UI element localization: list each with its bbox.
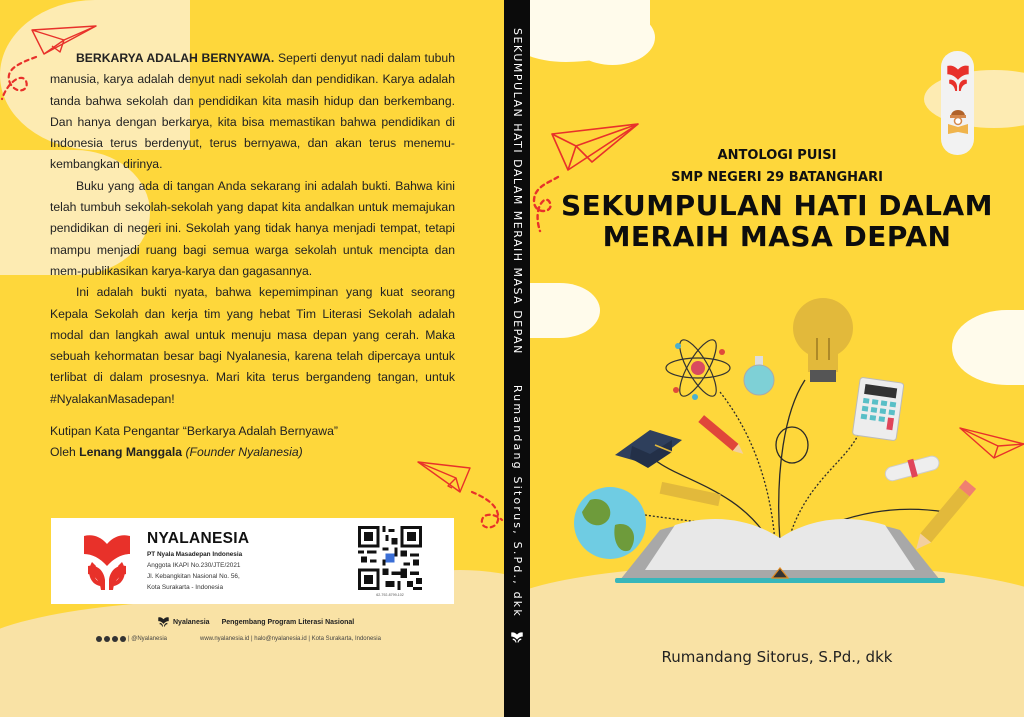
youtube-icon[interactable] xyxy=(112,636,118,642)
book-title xyxy=(530,190,1024,252)
nyalanesia-logo-icon xyxy=(84,532,130,592)
reading-child-icon xyxy=(947,105,969,135)
quote-author-role: (Founder Nyalanesia) xyxy=(182,445,303,460)
flask-icon xyxy=(744,356,774,395)
quote-author-line xyxy=(50,442,455,463)
back-cover-blurb xyxy=(50,48,455,410)
publisher-company: PT Nyala Masadepan Indonesia xyxy=(147,551,243,558)
front-cover xyxy=(530,0,1024,717)
spine-title: SEKUMPULAN HATI DALAM MERAIH MASA DEPAN xyxy=(511,28,524,355)
footer-brand-name: Nyalanesia xyxy=(173,618,210,626)
book-spine xyxy=(504,0,530,717)
book-title-line1: SEKUMPULAN HATI DALAM xyxy=(560,189,994,222)
globe-icon xyxy=(574,487,646,559)
quote-attribution xyxy=(50,421,455,464)
quote-author-name: Lenang Manggala xyxy=(79,445,183,460)
dashed-trail-icon xyxy=(470,490,504,534)
publisher-member: Anggota IKAPI No.230/JTE/2021 xyxy=(147,562,241,569)
pencil-icon xyxy=(911,480,976,554)
qr-caption: 62-792-8799-102 xyxy=(376,593,404,597)
spine-author: Rumandang Sitorus, S.Pd., dkk xyxy=(511,384,524,618)
nyalanesia-small-logo-icon xyxy=(158,617,169,627)
ruler-icon xyxy=(660,482,721,506)
graduation-cap-icon xyxy=(615,430,682,468)
footer-social xyxy=(96,636,167,642)
quote-by: Oleh xyxy=(50,445,80,460)
atom-icon xyxy=(666,335,730,400)
nyalanesia-logo-icon xyxy=(947,65,969,91)
blurb-text: Buku yang ada di tangan Anda sekarang ini adalah bukti. Bahwa kini telah tumbuh sekolah-sekolah yang dapat kita andalkan untuk memajukan pendidikan di negeri ini. Sekolah yang tidak hanya menjadi tempat, tetapi mampu menjadi ruang bagi semua warga sekolah untuk mencipta dan mem-publikasikan karya-karya dan gagasannya. xyxy=(50,178,455,278)
social-handle[interactable]: | @Nyalanesia xyxy=(128,636,167,642)
footer-brand xyxy=(158,617,354,627)
blurb-lead: BERKARYA ADALAH BERNYAWA. xyxy=(76,51,275,65)
publisher-city: Kota Surakarta - Indonesia xyxy=(147,584,224,591)
calculator-icon xyxy=(852,377,904,441)
tiktok-icon[interactable] xyxy=(120,636,126,642)
paper-plane-icon xyxy=(416,460,472,496)
open-book-icon xyxy=(615,519,945,583)
publisher-badge xyxy=(941,51,974,155)
blurb-text: Ini adalah bukti nyata, bahwa kepemimpinan yang kuat seorang Kepala Sekolah dan kerja tim yang hebat Tim Literasi Sekolah adalah modal dan langkah awal untuk menuju masa depan yang cerah. Maka sebuah kehormatan besar bagi Nyalanesia, karena telah dipercaya untuk terlibat di dalam prosesnya. Mari kita terus bergandeng tangan, untuk #NyalakanMasadepan! xyxy=(50,285,455,406)
quote-source: Kutipan Kata Pengantar “Berkarya Adalah Bernyawa” xyxy=(50,424,338,438)
spine-text xyxy=(511,28,524,618)
cloud-decoration xyxy=(570,10,655,65)
dashed-trail-icon xyxy=(0,55,40,105)
blurb-paragraph xyxy=(50,176,455,282)
blurb-text: Seperti denyut nadi dalam tubuh manusia, karya adalah denyut nadi sekolah dan pendidikan. Karya adalah tanda bahwa sekolah dan pendidikan kita masih hidup dan berkembang. Dan hanya dengan berkarya, kita bisa memastikan bahwa pendidikan di Indonesia terus berdenyut, terus bernyawa, dan akan terus menemu-kembangkan dirinya. xyxy=(50,51,455,172)
footer-tagline: Pengembang Program Literasi Nasional xyxy=(221,618,355,626)
education-illustration xyxy=(560,280,1000,600)
qr-code[interactable] xyxy=(357,526,423,590)
facebook-icon[interactable] xyxy=(104,636,110,642)
back-cover xyxy=(0,0,504,717)
series-label: ANTOLOGI PUISI xyxy=(717,148,837,163)
school-name: SMP NEGERI 29 BATANGHARI xyxy=(671,170,883,185)
paper-plane-icon xyxy=(550,122,642,172)
author-name: Rumandang Sitorus, S.Pd., dkk xyxy=(661,648,893,666)
pencil-icon xyxy=(698,415,746,457)
instagram-icon[interactable] xyxy=(96,636,102,642)
publisher-address: Jl. Kebangkitan Nasional No. 56, xyxy=(147,573,240,580)
lightbulb-icon xyxy=(793,298,853,382)
book-title-line2: MERAIH MASA DEPAN xyxy=(602,220,952,253)
publisher-name: NYALANESIA xyxy=(147,530,250,547)
blurb-paragraph xyxy=(50,282,455,410)
footer-contact: www.nyalanesia.id | halo@nyalanesia.id | Kota Surakarta, Indonesia xyxy=(200,636,381,642)
diploma-icon xyxy=(883,453,941,485)
nyalanesia-spine-logo-icon xyxy=(511,632,523,643)
cloud-decoration xyxy=(924,70,1024,128)
blurb-paragraph xyxy=(50,48,455,176)
publisher-box xyxy=(51,518,454,604)
